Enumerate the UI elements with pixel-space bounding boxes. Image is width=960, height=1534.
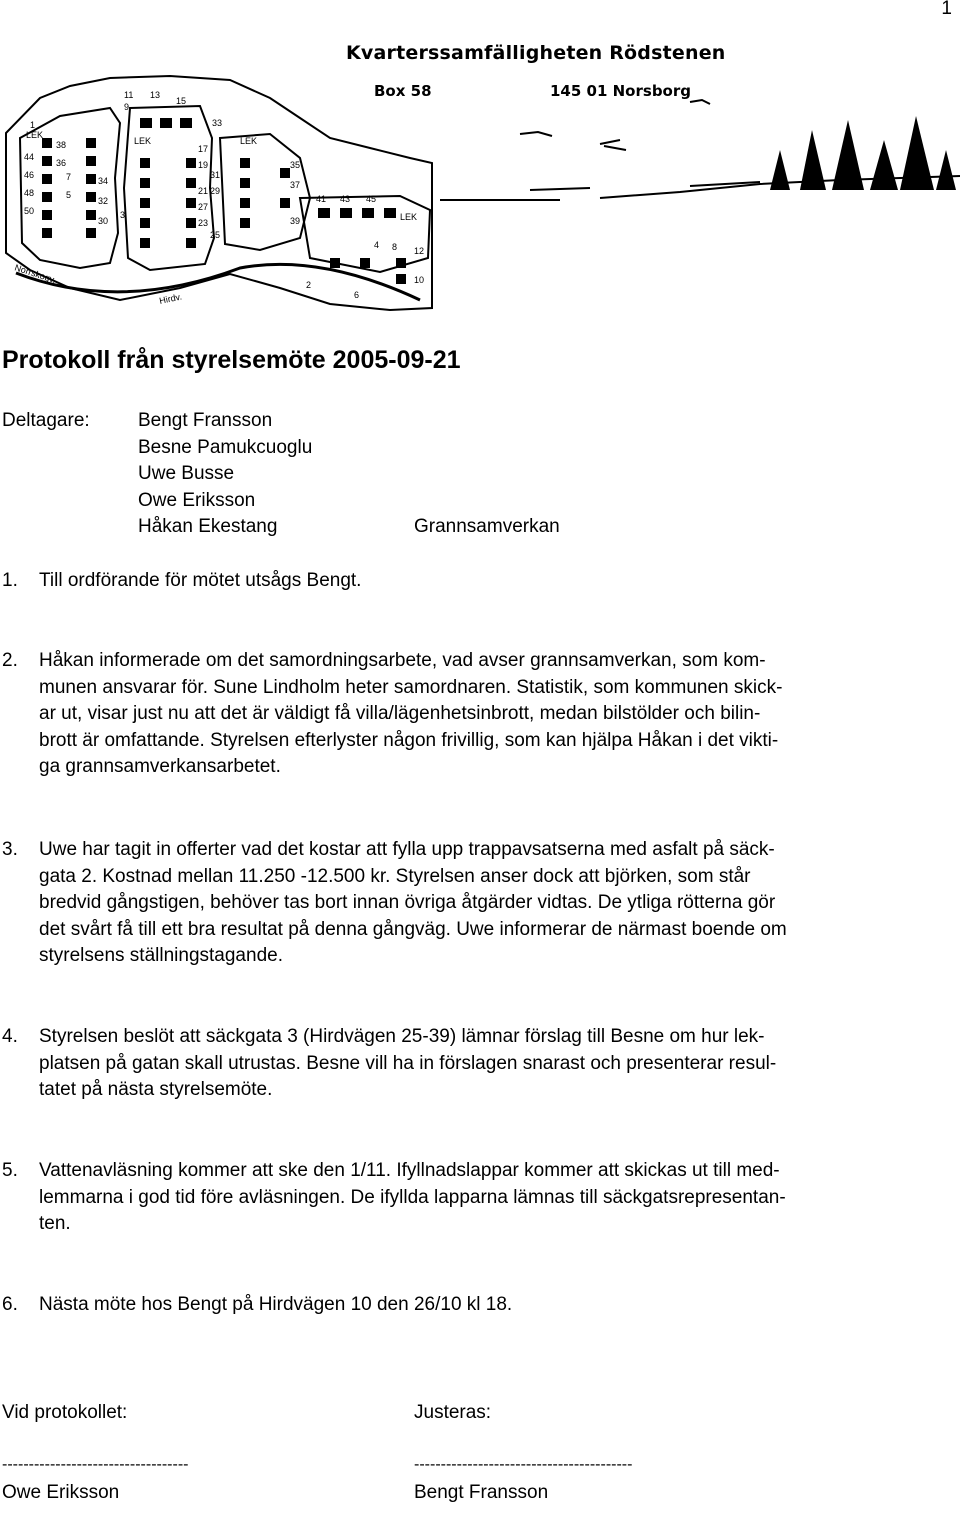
organization-box: Box 58 (374, 82, 432, 100)
item-text: ga grannsamverkansarbetet. (39, 756, 281, 778)
svg-text:46: 46 (24, 170, 35, 180)
item-text: brott är omfattande. Styrelsen efterlyster någon frivillig, som kan hjälpa Håkan i det vikti- (39, 729, 779, 751)
item-number: 3. (2, 839, 18, 860)
svg-text:Hirdv.: Hirdv. (158, 291, 183, 306)
svg-text:31: 31 (210, 170, 221, 180)
item-number: 5. (2, 1160, 18, 1181)
item-text: ten. (39, 1213, 71, 1235)
item-text: platsen på gatan skall utrustas. Besne vill ha in förslagen snarast och presenterar resul- (39, 1052, 777, 1074)
item-text: Nästa möte hos Bengt på Hirdvägen 10 den 26/10 kl 18. (39, 1294, 513, 1315)
participant-name: Uwe Busse (138, 463, 235, 485)
svg-text:36: 36 (56, 158, 67, 168)
svg-text:12: 12 (414, 246, 425, 256)
svg-text:44: 44 (24, 152, 35, 162)
svg-text:30: 30 (98, 216, 109, 226)
participant-name: Bengt Fransson (138, 410, 273, 431)
svg-text:13: 13 (150, 90, 161, 100)
svg-text:15: 15 (176, 96, 187, 106)
svg-text:35: 35 (290, 160, 301, 170)
svg-text:17: 17 (198, 144, 209, 154)
item-text: ar ut, visar just nu att det är väldigt få villa/lägenhetsinbrott, medan bilstölder och bilin- (39, 703, 761, 725)
svg-text:37: 37 (290, 180, 301, 190)
item-text: styrelsens ställningstagande. (39, 945, 283, 967)
svg-text:38: 38 (56, 140, 67, 150)
participant-name: Besne Pamukcuoglu (138, 436, 313, 458)
minutes-taker-name: Owe Eriksson (2, 1482, 120, 1503)
item-number: 6. (2, 1294, 18, 1315)
svg-text:34: 34 (98, 176, 109, 186)
participant-name: Owe Eriksson (138, 489, 256, 511)
svg-text:1: 1 (30, 120, 36, 130)
svg-text:4: 4 (374, 240, 380, 250)
svg-text:45: 45 (366, 194, 377, 204)
page-number: 1 (941, 0, 952, 19)
item-text: bredvid gångstigen, behöver tas bort innan övriga åtgärder vidtas. De ytliga rötterna gör (39, 892, 776, 914)
signature-line-left: ----------------------------------- (2, 1456, 189, 1473)
svg-text:48: 48 (24, 188, 35, 198)
organization-name: Kvarterssamfälligheten Rödstenen (346, 42, 726, 64)
item-text: tatet på nästa styrelsemöte. (39, 1079, 273, 1101)
svg-text:39: 39 (290, 216, 301, 226)
svg-text:10: 10 (414, 275, 425, 285)
svg-text:33: 33 (212, 118, 223, 128)
svg-text:7: 7 (66, 172, 72, 182)
item-text: det svårt få till ett bra resultat på denna gångväg. Uwe informerar de närmast boende om (39, 918, 787, 940)
svg-text:32: 32 (98, 196, 109, 206)
item-text: lemmarna i god tid före avläsningen. De ifyllda lapparna lämnas till säckgatsrepresentan- (39, 1186, 786, 1208)
site-map-illustration (0, 38, 440, 318)
svg-text:LEK: LEK (26, 130, 44, 140)
item-number: 2. (2, 650, 18, 671)
svg-text:25: 25 (210, 230, 221, 240)
participants-list (138, 408, 312, 541)
adjuster-name: Bengt Fransson (414, 1482, 549, 1503)
item-text: Vattenavläsning kommer att ske den 1/11. Ifyllnadslappar kommer att skickas ut till med- (39, 1160, 780, 1181)
svg-text:21: 21 (198, 186, 209, 196)
svg-text:50: 50 (24, 206, 35, 216)
svg-text:LEK: LEK (134, 136, 152, 146)
svg-text:19: 19 (198, 160, 209, 170)
participant-name: Håkan Ekestang (138, 516, 278, 538)
item-text: munen ansvarar för. Sune Lindholm heter samordnaren. Statistik, som kommunen skick- (39, 676, 783, 698)
item-number: 4. (2, 1026, 18, 1047)
svg-text:9: 9 (124, 102, 130, 112)
minutes-taker-label: Vid protokollet: (2, 1402, 128, 1423)
svg-text:6: 6 (354, 290, 360, 300)
svg-text:LEK: LEK (400, 212, 418, 222)
participant-role: Grannsamverkan (414, 516, 560, 537)
svg-text:29: 29 (210, 186, 221, 196)
item-text: gata 2. Kostnad mellan 11.250 -12.500 kr. Styrelsen anser dock att björken, som står (39, 865, 751, 887)
svg-text:8: 8 (392, 242, 398, 252)
item-text: Uwe har tagit in offerter vad det kostar att fylla upp trappavsatserna med asfalt på säck- (39, 839, 775, 860)
svg-text:Norrskogv.: Norrskogv. (13, 262, 58, 286)
document-title: Protokoll från styrelsemöte 2005-09-21 (2, 346, 461, 374)
svg-text:43: 43 (340, 194, 351, 204)
item-text: Håkan informerade om det samordningsarbete, vad avser grannsamverkan, som kom- (39, 650, 766, 671)
svg-text:3: 3 (120, 210, 126, 220)
item-number: 1. (2, 570, 18, 591)
svg-text:27: 27 (198, 202, 209, 212)
signature-line-right: ----------------------------------------- (414, 1456, 633, 1473)
svg-text:2: 2 (306, 280, 312, 290)
svg-text:41: 41 (316, 194, 327, 204)
item-text: Styrelsen beslöt att säckgata 3 (Hirdvägen 25-39) lämnar förslag till Besne om hur lek- (39, 1026, 765, 1047)
svg-text:23: 23 (198, 218, 209, 228)
svg-text:LEK: LEK (240, 136, 258, 146)
svg-text:5: 5 (66, 190, 72, 200)
item-text: Till ordförande för mötet utsågs Bengt. (39, 570, 362, 591)
participants-label: Deltagare: (2, 410, 90, 431)
organization-postal: 145 01 Norsborg (550, 82, 691, 100)
svg-text:11: 11 (124, 90, 134, 100)
adjuster-label: Justeras: (414, 1402, 492, 1423)
landscape-illustration (440, 90, 960, 240)
